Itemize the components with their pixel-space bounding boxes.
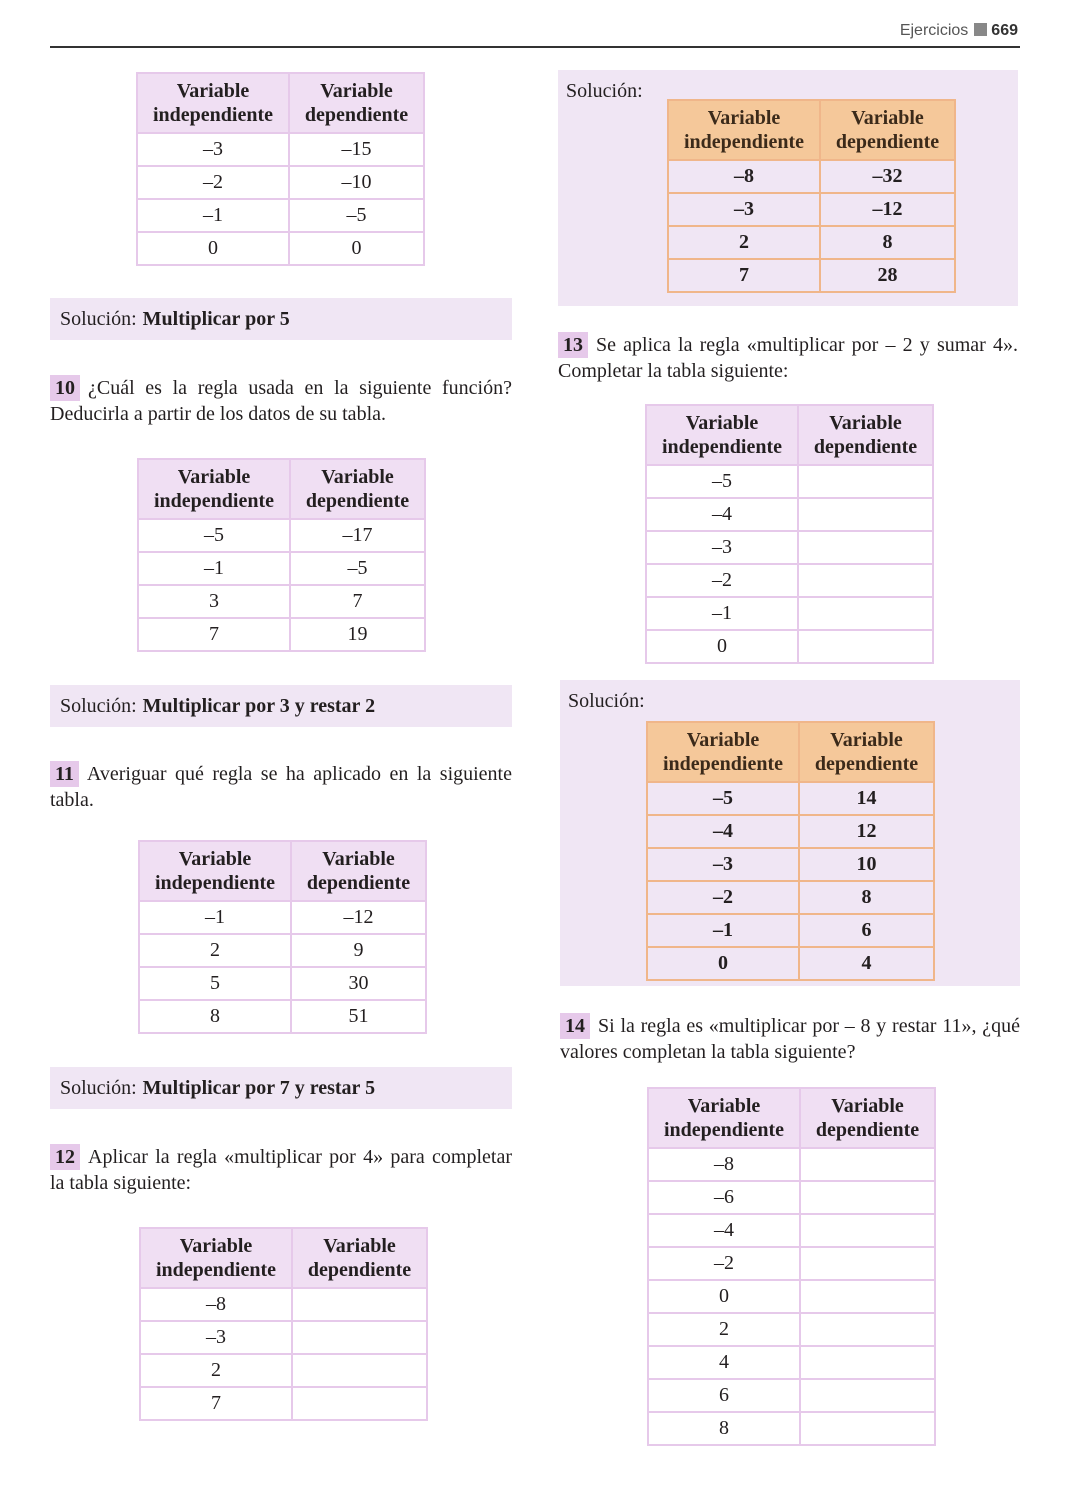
table-row	[648, 1379, 935, 1412]
table-row	[139, 901, 426, 934]
table-row	[138, 519, 425, 552]
cell-dependent: –12	[291, 901, 426, 934]
table-row	[139, 967, 426, 1000]
table-row	[140, 1321, 427, 1354]
table-ex13	[645, 404, 934, 664]
cell-independent: –3	[140, 1321, 292, 1354]
table-row	[138, 552, 425, 585]
cell-dependent	[800, 1412, 935, 1445]
table-header-row	[668, 100, 955, 160]
cell-dependent: 7	[290, 585, 425, 618]
column-header-dep: Variable dependiente	[289, 73, 424, 133]
column-header-indep: Variable independiente	[138, 459, 290, 519]
cell-independent: –3	[647, 848, 799, 881]
cell-independent: 2	[668, 226, 820, 259]
column-header-indep: Variable independiente	[668, 100, 820, 160]
column-header-dep: Variable dependiente	[820, 100, 955, 160]
table-header-row	[139, 841, 426, 901]
cell-dependent: 8	[820, 226, 955, 259]
column-header-dep: Variable dependiente	[798, 405, 933, 465]
table-row	[140, 1387, 427, 1420]
cell-independent: –1	[139, 901, 291, 934]
cell-dependent	[292, 1288, 427, 1321]
page-number: 669	[991, 22, 1018, 39]
table-row	[137, 199, 424, 232]
cell-dependent: 10	[799, 848, 934, 881]
exercise-number: 14	[560, 1013, 590, 1039]
column-header-indep: Variable independiente	[647, 722, 799, 782]
solution-bar-11	[50, 1067, 512, 1109]
column-header-indep: Variable independiente	[139, 841, 291, 901]
page-header	[0, 0, 1072, 50]
table-row	[668, 226, 955, 259]
exercise-14	[560, 1013, 1020, 1065]
cell-independent: –8	[648, 1148, 800, 1181]
cell-dependent	[798, 564, 933, 597]
cell-independent: 6	[648, 1379, 800, 1412]
exercise-text: Averiguar qué regla se ha aplicado en la siguiente tabla.	[50, 763, 512, 811]
cell-independent: 2	[648, 1313, 800, 1346]
cell-independent: –5	[647, 782, 799, 815]
table-row	[647, 848, 934, 881]
table-row	[646, 630, 933, 663]
table-row	[140, 1288, 427, 1321]
cell-independent: 0	[137, 232, 289, 265]
cell-dependent	[798, 465, 933, 498]
table-row	[668, 193, 955, 226]
table-row	[140, 1354, 427, 1387]
cell-independent: 0	[646, 630, 798, 663]
cell-independent: –8	[140, 1288, 292, 1321]
cell-independent: 3	[138, 585, 290, 618]
table-sol12	[667, 99, 956, 293]
table-row	[648, 1148, 935, 1181]
table-row	[646, 564, 933, 597]
table-row	[648, 1313, 935, 1346]
cell-independent: 8	[139, 1000, 291, 1033]
square-bullet-icon	[974, 23, 987, 36]
cell-independent: 0	[647, 947, 799, 980]
cell-dependent: –5	[290, 552, 425, 585]
table-row	[646, 498, 933, 531]
cell-independent: –4	[646, 498, 798, 531]
exercise-text: Se aplica la regla «multiplicar por – 2 y sumar 4». Completar la tabla siguiente:	[558, 334, 1018, 382]
table-row	[646, 597, 933, 630]
column-header-indep: Variable independiente	[137, 73, 289, 133]
cell-dependent: 8	[799, 881, 934, 914]
table-row	[648, 1280, 935, 1313]
cell-independent: 2	[140, 1354, 292, 1387]
table-ex14	[647, 1087, 936, 1446]
cell-dependent: 30	[291, 967, 426, 1000]
column-header-dep: Variable dependiente	[292, 1228, 427, 1288]
table-row	[648, 1247, 935, 1280]
table-row	[668, 160, 955, 193]
cell-independent: 7	[140, 1387, 292, 1420]
column-header-dep: Variable dependiente	[291, 841, 426, 901]
cell-independent: –1	[137, 199, 289, 232]
cell-independent: –3	[668, 193, 820, 226]
table-row	[647, 914, 934, 947]
cell-dependent: 12	[799, 815, 934, 848]
table-ex10	[137, 458, 426, 652]
solution-answer: Multiplicar por 7 y restar 5	[142, 1076, 376, 1099]
exercise-number: 13	[558, 332, 588, 358]
solution-answer: Multiplicar por 5	[142, 307, 290, 330]
cell-dependent: 19	[290, 618, 425, 651]
exercise-12	[50, 1144, 512, 1196]
column-header-indep: Variable independiente	[646, 405, 798, 465]
cell-dependent	[800, 1181, 935, 1214]
exercise-11	[50, 761, 512, 813]
cell-independent: –6	[648, 1181, 800, 1214]
cell-dependent	[800, 1313, 935, 1346]
cell-independent: –2	[647, 881, 799, 914]
solution-answer: Multiplicar por 3 y restar 2	[142, 694, 376, 717]
cell-independent: –5	[138, 519, 290, 552]
solution-label: Solución:	[60, 1076, 137, 1099]
cell-independent: –4	[647, 815, 799, 848]
table-header-row	[137, 73, 424, 133]
cell-dependent	[800, 1346, 935, 1379]
table-row	[139, 934, 426, 967]
cell-independent: 7	[668, 259, 820, 292]
cell-independent: 2	[139, 934, 291, 967]
exercise-number: 10	[50, 375, 80, 401]
cell-dependent: –15	[289, 133, 424, 166]
cell-dependent: –32	[820, 160, 955, 193]
exercise-text: ¿Cuál es la regla usada en la siguiente función? Deducirla a partir de los datos de su tabla.	[50, 377, 512, 425]
cell-independent: –1	[647, 914, 799, 947]
table-row	[646, 531, 933, 564]
column-header-dep: Variable dependiente	[800, 1088, 935, 1148]
cell-independent: 7	[138, 618, 290, 651]
exercise-number: 11	[50, 761, 79, 787]
cell-independent: –3	[137, 133, 289, 166]
cell-independent: 0	[648, 1280, 800, 1313]
cell-dependent	[798, 630, 933, 663]
cell-independent: –1	[138, 552, 290, 585]
table-row	[137, 166, 424, 199]
solution-label: Solución:	[60, 694, 137, 717]
table-row	[648, 1181, 935, 1214]
cell-dependent: 0	[289, 232, 424, 265]
cell-dependent	[800, 1247, 935, 1280]
cell-dependent	[800, 1379, 935, 1412]
cell-independent: –5	[646, 465, 798, 498]
header-rule	[50, 46, 1020, 48]
cell-dependent	[798, 597, 933, 630]
cell-independent: –8	[668, 160, 820, 193]
table-row	[137, 232, 424, 265]
table-ex12	[139, 1227, 428, 1421]
table-row	[646, 465, 933, 498]
table-row	[648, 1214, 935, 1247]
column-header-dep: Variable dependiente	[290, 459, 425, 519]
table-header-row	[647, 722, 934, 782]
exercise-10	[50, 375, 512, 427]
cell-independent: 5	[139, 967, 291, 1000]
solution-label: Solución:	[60, 307, 137, 330]
cell-independent: 4	[648, 1346, 800, 1379]
cell-independent: –3	[646, 531, 798, 564]
table-row	[668, 259, 955, 292]
cell-dependent	[292, 1354, 427, 1387]
cell-independent: –2	[137, 166, 289, 199]
table-row	[648, 1412, 935, 1445]
running-head	[900, 22, 1018, 40]
table-row	[139, 1000, 426, 1033]
cell-dependent: 4	[799, 947, 934, 980]
cell-dependent	[292, 1321, 427, 1354]
exercise-number: 12	[50, 1144, 80, 1170]
solution-bar-10	[50, 685, 512, 727]
cell-dependent	[798, 531, 933, 564]
cell-dependent: –5	[289, 199, 424, 232]
table-header-row	[140, 1228, 427, 1288]
cell-dependent	[292, 1387, 427, 1420]
table-row	[137, 133, 424, 166]
cell-dependent	[798, 498, 933, 531]
exercise-text: Aplicar la regla «multiplicar por 4» para completar la tabla siguiente:	[50, 1146, 512, 1194]
table-row	[647, 815, 934, 848]
cell-dependent	[800, 1148, 935, 1181]
cell-dependent: 9	[291, 934, 426, 967]
column-header-indep: Variable independiente	[140, 1228, 292, 1288]
table-header-row	[646, 405, 933, 465]
section-title: Ejercicios	[899, 22, 969, 39]
cell-independent: –1	[646, 597, 798, 630]
cell-dependent: –10	[289, 166, 424, 199]
cell-dependent: 6	[799, 914, 934, 947]
cell-dependent: 51	[291, 1000, 426, 1033]
cell-dependent: –12	[820, 193, 955, 226]
cell-dependent: –17	[290, 519, 425, 552]
cell-independent: –2	[648, 1247, 800, 1280]
column-header-indep: Variable independiente	[648, 1088, 800, 1148]
table-row	[647, 782, 934, 815]
cell-independent: –4	[648, 1214, 800, 1247]
cell-dependent: 28	[820, 259, 955, 292]
exercise-13	[558, 332, 1018, 384]
cell-dependent	[800, 1280, 935, 1313]
table-header-row	[138, 459, 425, 519]
solution-bar-9	[50, 298, 512, 340]
cell-dependent	[800, 1214, 935, 1247]
table-row	[647, 881, 934, 914]
exercise-text: Si la regla es «multiplicar por – 8 y restar 11», ¿qué valores completan la tabla siguiente?	[560, 1015, 1020, 1063]
solution-label: Solución:	[566, 80, 643, 102]
table-header-row	[648, 1088, 935, 1148]
table-top	[136, 72, 425, 266]
table-sol13	[646, 721, 935, 981]
table-row	[138, 618, 425, 651]
table-row	[648, 1346, 935, 1379]
table-ex11	[138, 840, 427, 1034]
column-header-dep: Variable dependiente	[799, 722, 934, 782]
table-row	[647, 947, 934, 980]
table-row	[138, 585, 425, 618]
cell-independent: –2	[646, 564, 798, 597]
cell-dependent: 14	[799, 782, 934, 815]
cell-independent: 8	[648, 1412, 800, 1445]
solution-label: Solución:	[568, 690, 645, 712]
